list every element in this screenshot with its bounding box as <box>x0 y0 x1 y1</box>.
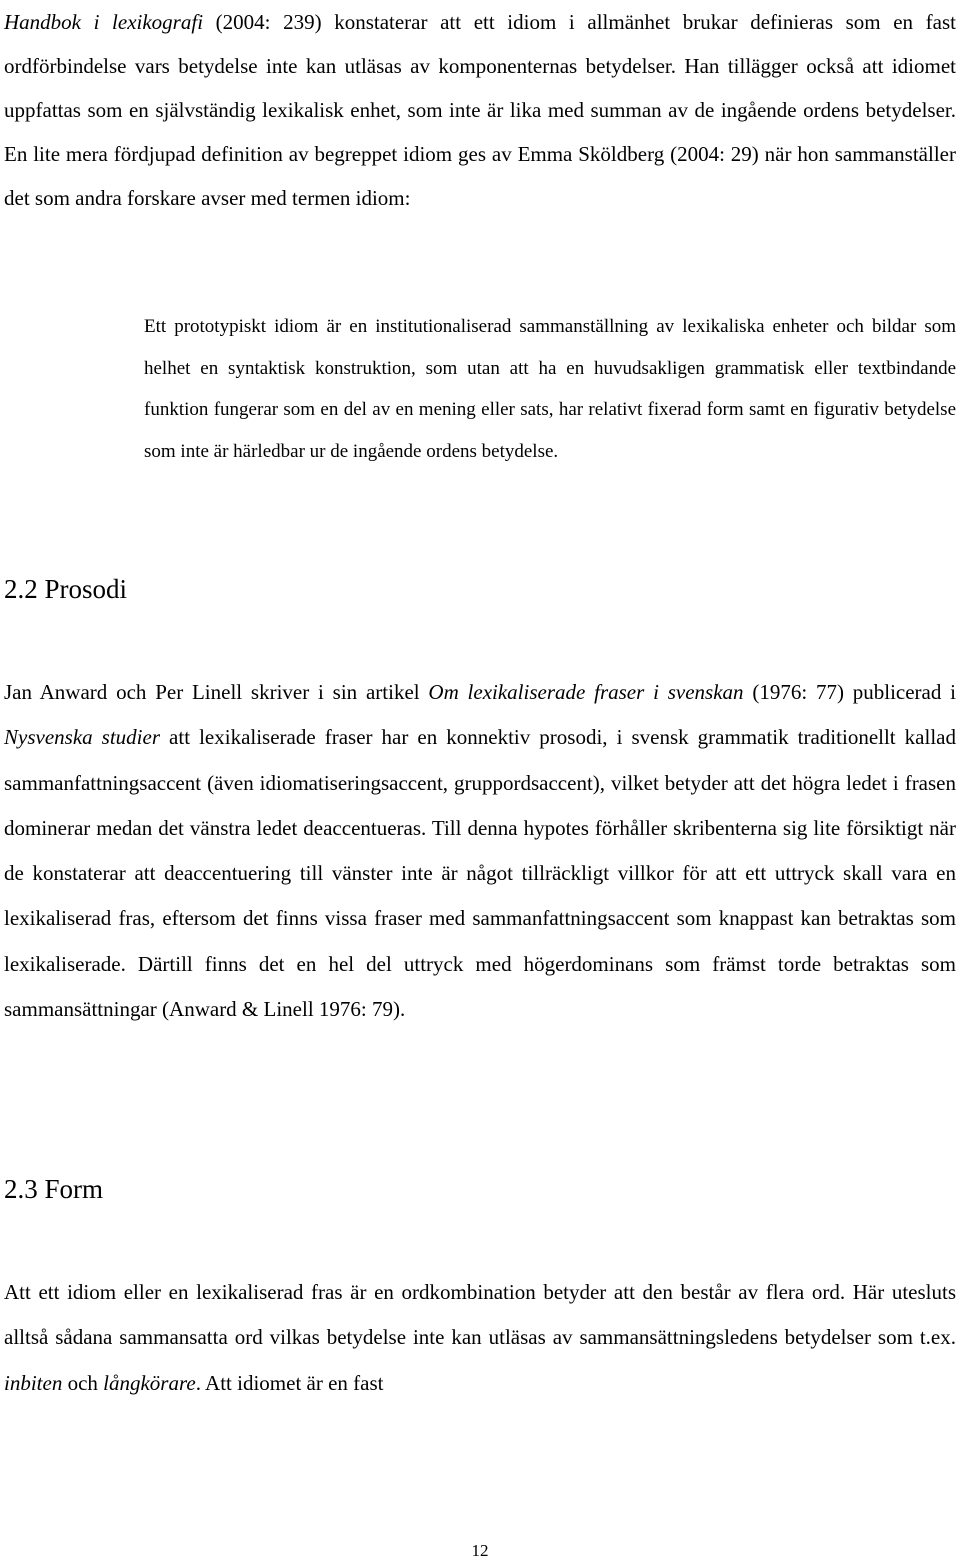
form-text-2: och <box>62 1370 104 1395</box>
book-title-italic: Handbok i lexikografi <box>4 10 204 34</box>
prosodi-text-2: (1976: 77) publicerad i <box>743 680 956 704</box>
heading-prosodi: 2.2 Prosodi <box>4 574 128 604</box>
prosodi-text-1: Jan Anward och Per Linell skriver i sin artikel <box>4 680 429 704</box>
intro-paragraph-text: (2004: 239) konstaterar att ett idiom i allmänhet brukar definieras som en fast ordförbindelse vars betydelse inte kan utläsas av komponenternas betydelser. Han tillägger också att idiomet uppfattas som en självständig lexikalisk enhet, som inte är lika med summan av de ingående ordens betydelser. En lite mera fördjupad definition av begreppet idiom ges av Emma Sköldberg (2004: 29) när hon sammanställer det som andra forskare avser med termen idiom: <box>4 10 956 210</box>
page-number: 12 <box>471 1541 489 1560</box>
example-word-langkorare: långkörare <box>103 1370 196 1395</box>
form-paragraph <box>4 1270 956 1406</box>
journal-title-italic: Nysvenska studier <box>4 725 161 750</box>
heading-form: 2.3 Form <box>4 1174 104 1204</box>
intro-paragraph <box>4 0 956 220</box>
block-quote: Ett prototypiskt idiom är en institutionaliserad sammanställning av lexikaliska enheter och bildar som helhet en syntaktisk konstruktion, som utan att ha en huvudsakligen grammatisk eller textbindande funktion fungerar som en del av en mening eller sats, har relativt fixerad form samt en figurativ betydelse som inte är härledbar ur de ingående ordens betydelse. <box>144 316 956 462</box>
article-title-italic: Om lexikaliserade fraser i svenskan <box>428 680 744 704</box>
example-word-inbiten: inbiten <box>4 1370 63 1395</box>
prosodi-paragraph <box>4 670 956 1032</box>
form-text-3: . Att idiomet är en fast <box>195 1370 384 1395</box>
prosodi-text-3: att lexikaliserade fraser har en konnektiv prosodi, i svensk grammatik traditionellt kallad sammanfattningsaccent (även idiomatiseringsaccent, gruppordsaccent), vilket betyder att det högra ledet i frasen dominerar medan det vänstra ledet deaccentueras. Till denna hypotes förhåller skribenterna sig lite försiktigt när de konstaterar att deaccentuering till vänster inte är något tillräckligt villkor för att ett uttryck skall vara en lexikaliserad fras, eftersom det finns vissa fraser med sammanfattningsaccent som knappast kan betraktas som lexikaliserade. Därtill finns det en hel del uttryck med högerdominans som främst torde betraktas som sammansättningar (Anward & Linell 1976: 79). <box>4 725 956 1022</box>
form-text-1: Att ett idiom eller en lexikaliserad fras är en ordkombination betyder att den består av flera ord. Här utesluts alltså sådana sammansatta ord vilkas betydelse inte kan utläsas av sammansättningsledens betydelser som t.ex. <box>4 1280 956 1350</box>
